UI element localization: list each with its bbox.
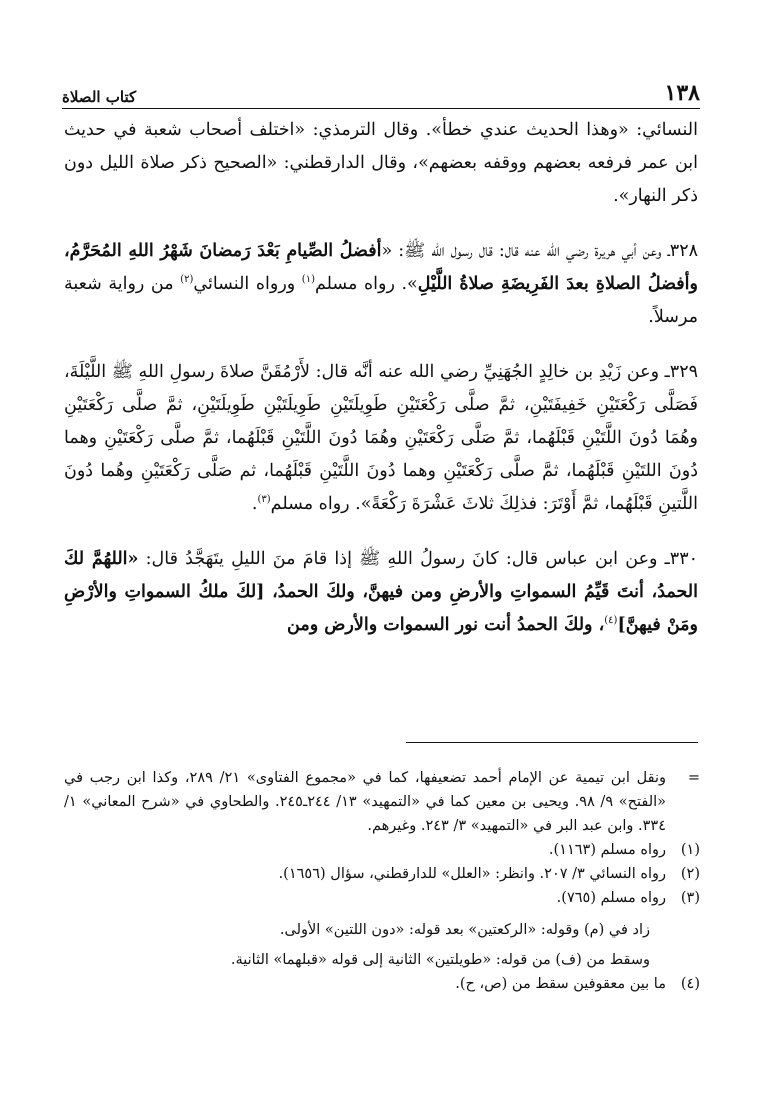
header-divider [62, 108, 700, 109]
footnote-marker: (٣) [680, 890, 700, 906]
footnotes [64, 766, 700, 996]
footnote-marker: (١) [680, 842, 700, 858]
hadith-328-close: ». رواه مسلم [314, 274, 418, 294]
footnote-ref-1[interactable]: (١) [301, 274, 315, 286]
page-number: ١٣٨ [664, 80, 700, 106]
footnote-ref-2[interactable]: (٢) [180, 274, 194, 286]
footnote-text: رواه مسلم (١١٦٣). [548, 842, 666, 858]
footnote-marker: (٢) [680, 866, 700, 882]
hadith-329-end: . [251, 494, 258, 514]
footnote-2 [64, 862, 700, 886]
hadith-328-matn: أفضلُ الصِّيامِ بَعْدَ رَمضانَ شَهْرُ اللهِ المُحَرَّمُ، وأفضلُ الصلاةِ بعدَ الفَرِيضَةِ صلاةُ اللَّيْلِ [64, 241, 698, 294]
hadith-330 [64, 543, 698, 642]
hadith-329 [64, 356, 698, 521]
footnote-1 [64, 838, 700, 862]
hadith-330-matn-2: ، ولكَ الحمدُ أنت نور السموات والأرض ومن [287, 615, 605, 635]
hadith-329-text: ٣٢٩ـ وعن زَيْدِ بن خالِدٍ الجُهَنِيِّ رضي الله عنه أنَّه قال: لأَرْمُقَنَّ صلاةَ رسولِ اللهِ ﷺ اللَّيْلَةَ، فَصَلَّى رَكْعَتَيْنِ خَفِيفَتَيْنِ، ثمَّ صلَّى رَكْعَتَيْنِ طَوِيلَتَيْنِ طَوِيلَتَيْنِ طَوِيلَتَيْنِ، ثمَّ صلَّى رَكْعَتَيْنِ وهُمَا دُونَ اللَّتَيْنِ قَبْلَهُما، ثمَّ صَلَّى رَكْعَتَيْنِ وهُمَا دُونَ اللَّتَيْنِ قَبْلَهُما، ثمَّ صلَّى رَكْعَتَيْنِ وهما دُونَ اللتَيْنِ قَبْلَهُما، ثمَّ صلَّى رَكْعَتَيْنِ وهما دُونَ اللَّتَيْنِ قَبْلَهُما، ثم صَلَّى رَكْعَتَيْنِ وهُما دُونَ اللَّتينِ قَبْلَهُما، ثمَّ أَوْتَرَ: فذلِكَ ثلاثَ عَشْرَةَ رَكْعَةً». رواه مسلم [64, 362, 698, 514]
footnote-4 [64, 972, 700, 996]
book-title: كتاب الصلاة [62, 88, 137, 106]
running-header [62, 78, 700, 106]
hadith-330-matn-1: «اللهُمَّ لكَ الحمدُ، أنتَ قَيِّمُ السمواتِ والأرضِ ومن فيهنَّ، ولكَ الحمدُ، [لكَ ملكُ السمواتِ والأرْضِ ومَنْ فيهنَّ] [64, 549, 698, 635]
hadith-328-mid: ورواه النسائي [193, 274, 302, 294]
main-text [64, 114, 698, 664]
footnote-divider [406, 742, 698, 743]
hadith-328-end: من رواية شعبة مرسلاً. [64, 274, 698, 327]
footnote-text: رواه النسائي ٣/ ٢٠٧. وانظر: «العلل» للدارقطني، سؤال (١٦٥٦). [278, 866, 666, 882]
footnote-marker: = [687, 770, 700, 786]
footnote-3 [64, 886, 700, 972]
footnote-3-note-1: زاد في (م) وقوله: «الركعتين» بعد قوله: «دون اللتين» الأولى. [279, 922, 650, 938]
hadith-328-intro: ٣٢٨ـ وعن أبي هريرة رضي الله عنه قال: قال رسول الله ﷺ: « [381, 241, 698, 261]
footnote-text: رواه مسلم (٧٦٥). [556, 890, 666, 906]
footnote-ref-3[interactable]: (٣) [257, 494, 271, 506]
footnote-3-note-2: وسقط من (ف) من قوله: «طويلتين» الثانية إلى قوله «قبلهما» الثانية. [230, 952, 650, 968]
footnote-ref-4[interactable]: (٤) [604, 615, 618, 627]
footnote-marker: (٤) [680, 976, 700, 992]
footnote-text: ما بين معقوفين سقط من (ص، ح). [455, 976, 666, 992]
footnote-continuation [64, 766, 700, 838]
hadith-328 [64, 235, 698, 334]
hadith-330-intro: ٣٣٠ـ وعن ابن عباس قال: كانَ رسولُ اللهِ ﷺ إذا قامَ منَ الليلِ يتَهَجَّدُ قال: [138, 549, 698, 569]
footnote-3-body [64, 886, 666, 972]
footnote-text: ونقل ابن تيمية عن الإمام أحمد تضعيفها، كما في «مجموع الفتاوى» ٢١/ ٢٨٩، وكذا ابن رجب في «الفتح» ٩/ ٩٨. ويحيى بن معين كما في «التمهيد» ١٣/ ٢٤٤ـ٢٤٥. والطحاوي في «شرح المعاني» ١/ ٣٣٤. وابن عبد البر في «التمهيد» ٣/ ٢٤٣. وغيرهم. [64, 770, 667, 834]
paragraph-continuation: النسائي: «وهذا الحديث عندي خطأ». وقال الترمذي: «اختلف أصحاب شعبة في حديث ابن عمر فرفعه بعضهم ووقفه بعضهم»، وقال الدارقطني: «الصحيح ذكر صلاة الليل دون ذكر النهار». [64, 120, 698, 206]
